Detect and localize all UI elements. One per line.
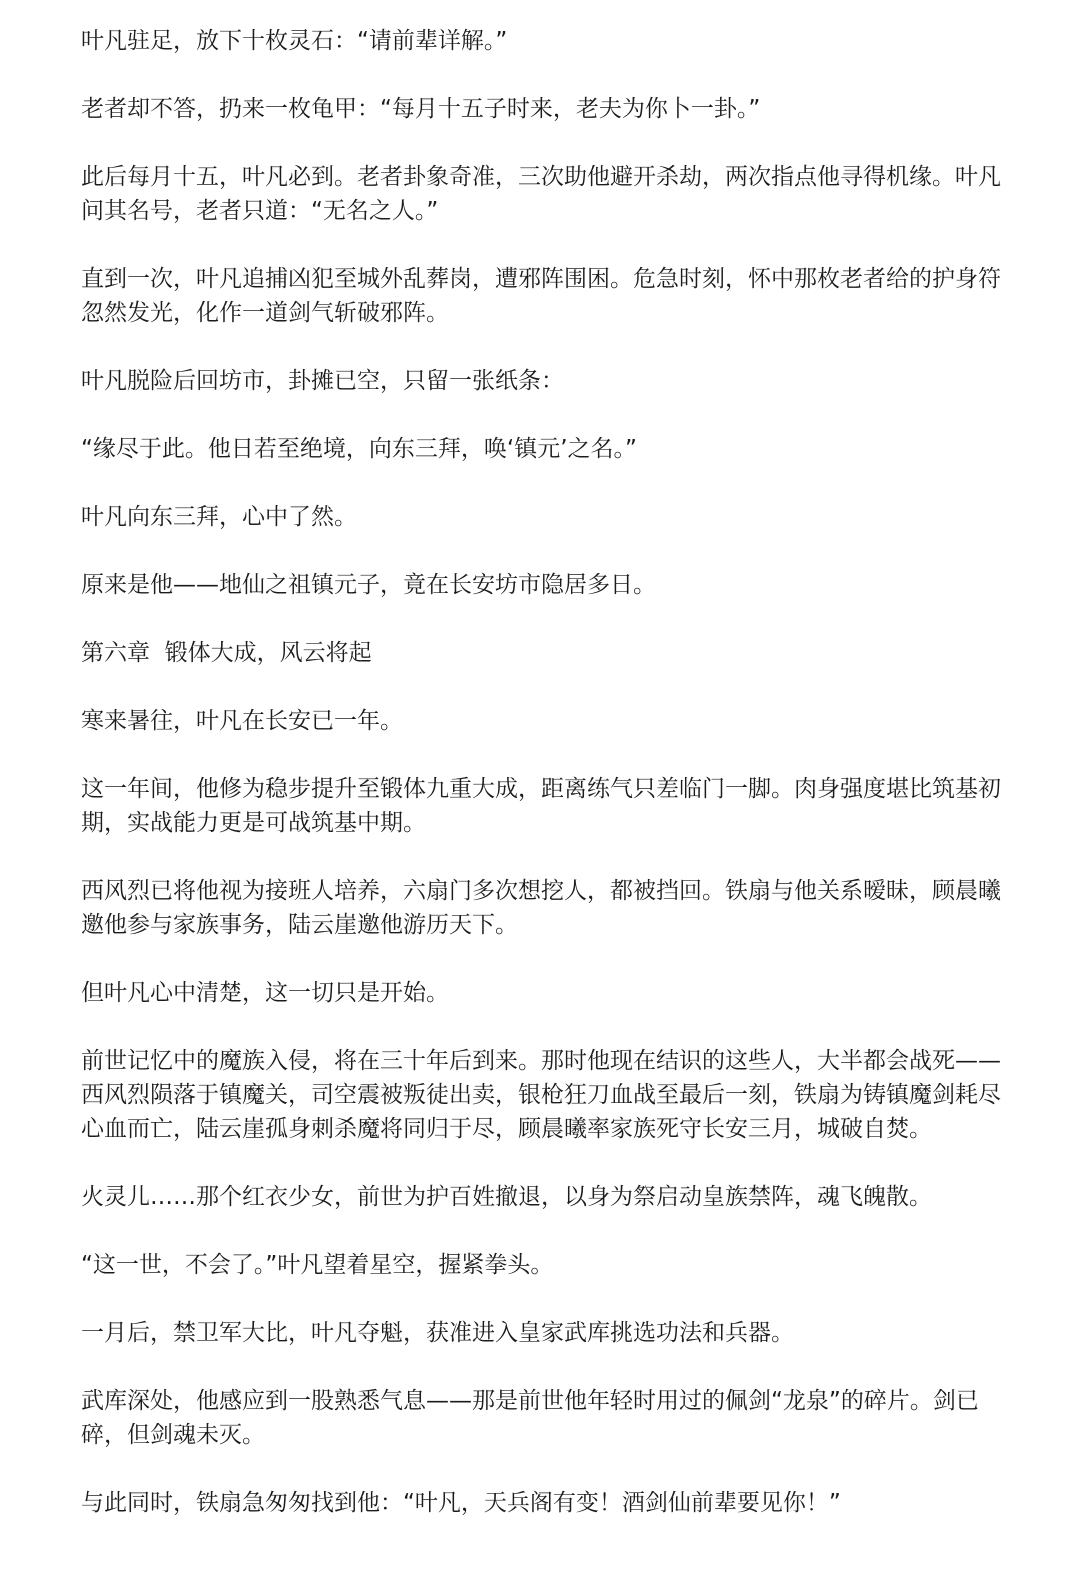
paragraph: 叶凡脱险后回坊市，卦摊已空，只留一张纸条： xyxy=(81,368,564,394)
paragraph: 原来是他——地仙之祖镇元子，竟在长安坊市隐居多日。 xyxy=(81,572,656,598)
paragraph: 一月后，禁卫军大比，叶凡夺魁，获准进入皇家武库挑选功法和兵器。 xyxy=(81,1320,794,1346)
paragraph: “这一世，不会了。”叶凡望着星空，握紧拳头。 xyxy=(81,1252,554,1278)
paragraph: 老者却不答，扔来一枚龟甲：“每月十五子时来，老夫为你卜一卦。” xyxy=(81,96,761,122)
paragraph: 火灵儿……那个红衣少女，前世为护百姓撤退，以身为祭启动皇族禁阵，魂飞魄散。 xyxy=(81,1184,932,1210)
paragraph: 此后每月十五，叶凡必到。老者卦象奇准，三次助他避开杀劫，两次指点他寻得机缘。叶凡问其名号，老者只道：“无名之人。” xyxy=(81,164,1001,224)
paragraph: 寒来暑往，叶凡在长安已一年。 xyxy=(81,708,403,734)
paragraph: 直到一次，叶凡追捕凶犯至城外乱葬岗，遭邪阵围困。危急时刻，怀中那枚老者给的护身符忽然发光，化作一道剑气斩破邪阵。 xyxy=(81,266,1001,326)
paragraph: 与此同时，铁扇急匆匆找到他：“叶凡，天兵阁有变！酒剑仙前辈要见你！” xyxy=(81,1490,841,1516)
paragraph: 这一年间，他修为稳步提升至锻体九重大成，距离练气只差临门一脚。肉身强度堪比筑基初期，实战能力更是可战筑基中期。 xyxy=(81,776,1001,836)
paragraph: “缘尽于此。他日若至绝境，向东三拜，唤‘镇元’之名。” xyxy=(81,436,637,462)
paragraph: 前世记忆中的魔族入侵，将在三十年后到来。那时他现在结识的这些人，大半都会战死——西风烈陨落于镇魔关，司空震被叛徒出卖，银枪狂刀血战至最后一刻，铁扇为铸镇魔剑耗尽心血而亡，陆云崖孤身刺杀魔将同归于尽，顾晨曦率家族死守长安三月，城破自焚。 xyxy=(81,1048,1001,1142)
paragraph: 武库深处，他感应到一股熟悉气息——那是前世他年轻时用过的佩剑“龙泉”的碎片。剑已碎，但剑魂未灭。 xyxy=(81,1388,979,1448)
chapter-heading: 第六章 锻体大成，风云将起 xyxy=(81,640,372,666)
paragraph: 但叶凡心中清楚，这一切只是开始。 xyxy=(81,980,449,1006)
paragraph: 叶凡驻足，放下十枚灵石：“请前辈详解。” xyxy=(81,28,508,54)
paragraph: 叶凡向东三拜，心中了然。 xyxy=(81,504,357,530)
paragraph: 西风烈已将他视为接班人培养，六扇门多次想挖人，都被挡回。铁扇与他关系暧昧，顾晨曦邀他参与家族事务，陆云崖邀他游历天下。 xyxy=(81,878,1001,938)
